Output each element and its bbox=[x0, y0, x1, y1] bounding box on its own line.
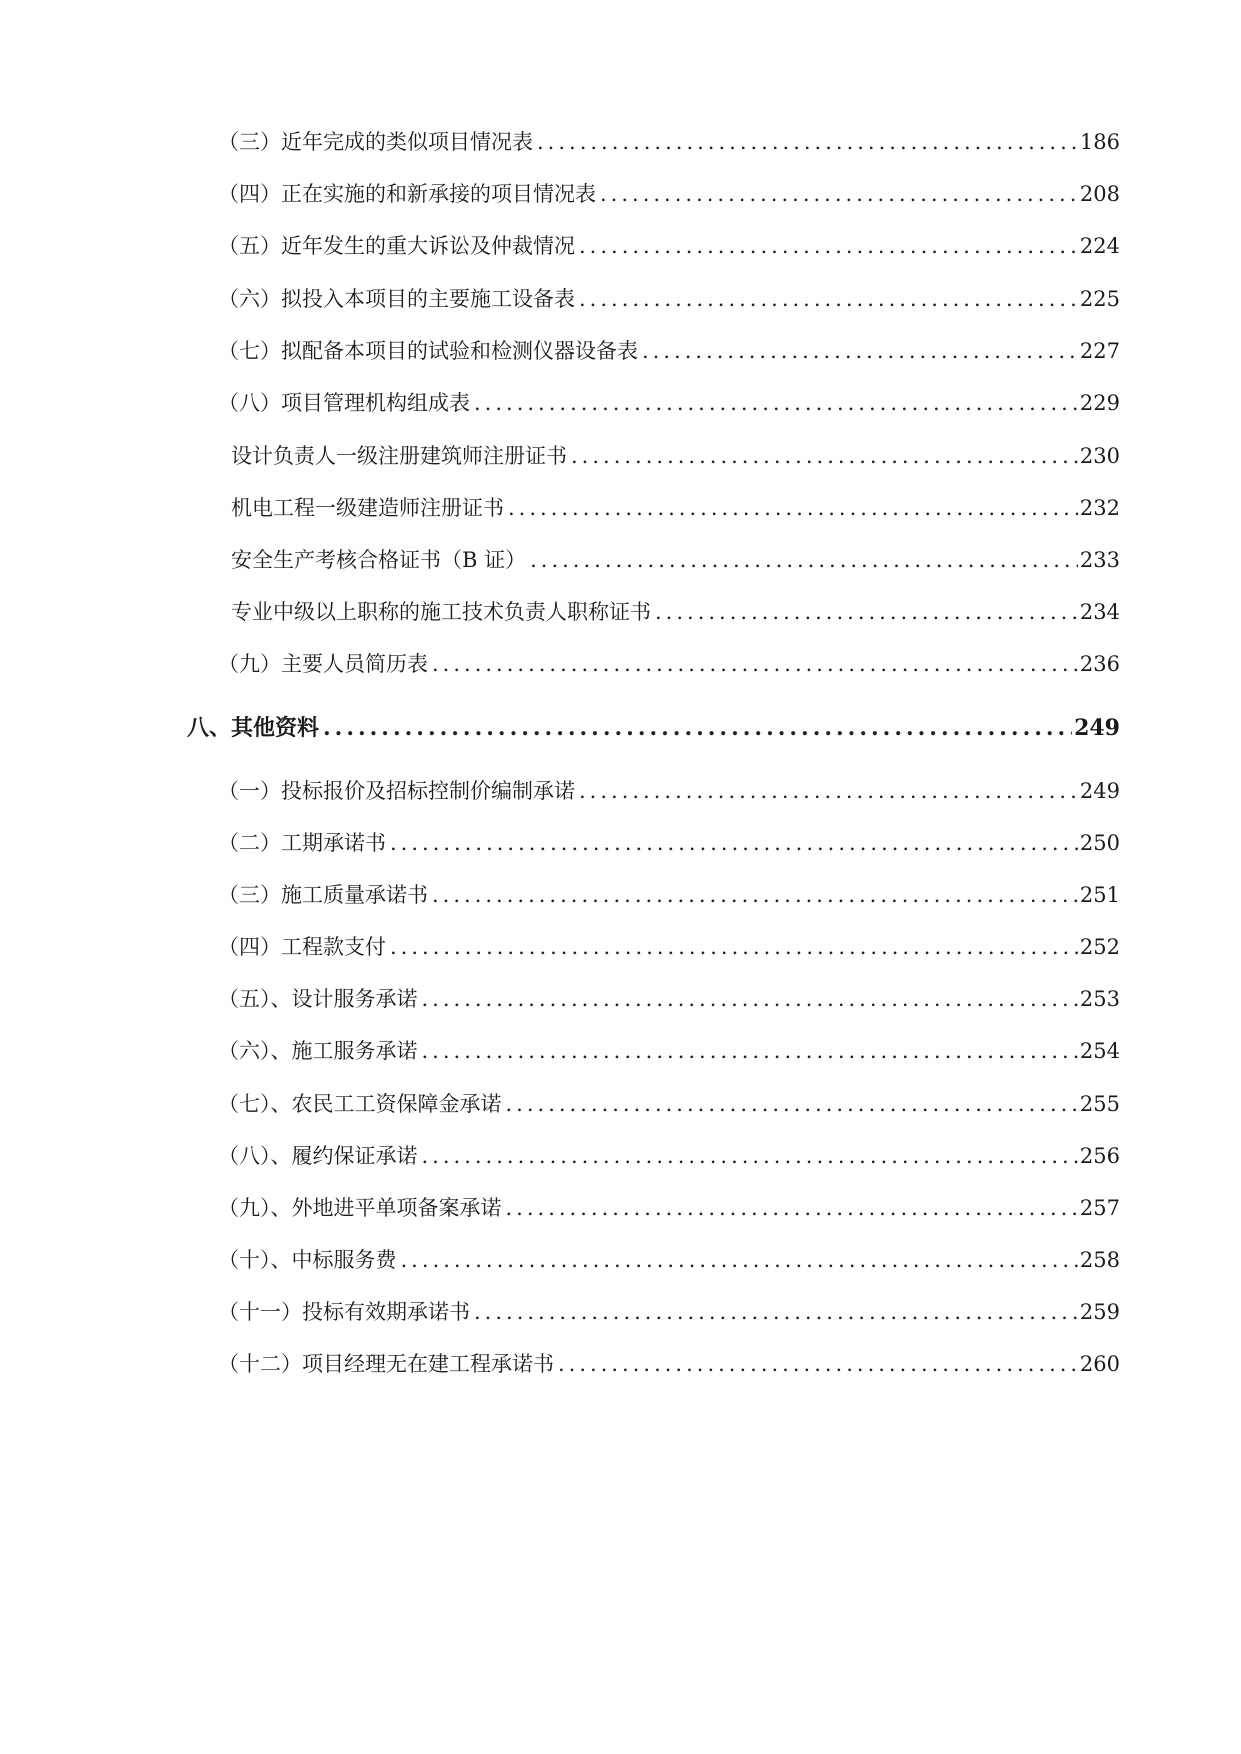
toc-sub-entry[interactable] bbox=[231, 597, 1120, 627]
toc-entry[interactable] bbox=[218, 284, 1120, 314]
toc-entry-label: （十二）项目经理无在建工程承诺书 bbox=[218, 1352, 554, 1376]
toc-entry-label: （七）、农民工工资保障金承诺 bbox=[218, 1092, 502, 1116]
toc-dot-leader bbox=[600, 179, 1078, 209]
toc-entry-label: 设计负责人一级注册建筑师注册证书 bbox=[231, 444, 567, 468]
toc-entry[interactable] bbox=[218, 1036, 1120, 1066]
toc-page-number: 229 bbox=[1079, 391, 1120, 415]
toc-page-number: 256 bbox=[1079, 1144, 1120, 1168]
toc-page-number: 227 bbox=[1079, 339, 1120, 363]
toc-dot-leader bbox=[401, 1245, 1078, 1275]
toc-dot-leader bbox=[579, 284, 1078, 314]
toc-dot-leader bbox=[506, 1089, 1078, 1119]
toc-page-number: 249 bbox=[1074, 715, 1120, 741]
toc-entry[interactable] bbox=[218, 1245, 1120, 1275]
toc-page-number: 186 bbox=[1079, 130, 1120, 154]
toc-entry[interactable] bbox=[218, 388, 1120, 418]
toc-page-number: 234 bbox=[1079, 600, 1120, 624]
toc-sub-entry[interactable] bbox=[231, 441, 1120, 471]
toc-entry-label: （七）拟配备本项目的试验和检测仪器设备表 bbox=[218, 339, 638, 363]
toc-dot-leader bbox=[558, 1349, 1078, 1379]
toc-entry[interactable] bbox=[218, 1141, 1120, 1171]
toc-entry-label: （五）、设计服务承诺 bbox=[218, 987, 418, 1011]
toc-page-number: 208 bbox=[1079, 182, 1120, 206]
toc-entry-label: （十一）投标有效期承诺书 bbox=[218, 1300, 470, 1324]
toc-entry[interactable] bbox=[218, 984, 1120, 1014]
toc-sub-entry[interactable] bbox=[231, 493, 1120, 523]
toc-page-number: 255 bbox=[1079, 1092, 1120, 1116]
toc-entry-label: （五）近年发生的重大诉讼及仲裁情况 bbox=[218, 234, 575, 258]
toc-entry[interactable] bbox=[218, 880, 1120, 910]
toc-dot-leader bbox=[655, 597, 1078, 627]
toc-page-number: 253 bbox=[1079, 987, 1120, 1011]
toc-dot-leader bbox=[571, 441, 1078, 471]
toc-entry-label: （二）工期承诺书 bbox=[218, 831, 386, 855]
toc-page-number: 250 bbox=[1079, 831, 1120, 855]
toc-entry[interactable] bbox=[218, 231, 1120, 261]
toc-entry-label: （四）正在实施的和新承接的项目情况表 bbox=[218, 182, 596, 206]
toc-entry-label: （三）近年完成的类似项目情况表 bbox=[218, 130, 533, 154]
toc-entry[interactable] bbox=[218, 1193, 1120, 1223]
toc-entry-label: （九）、外地进平单项备案承诺 bbox=[218, 1196, 502, 1220]
toc-dot-leader bbox=[474, 388, 1078, 418]
toc-dot-leader bbox=[642, 336, 1078, 366]
toc-entry[interactable] bbox=[218, 776, 1120, 806]
toc-page-number: 236 bbox=[1079, 652, 1120, 676]
toc-dot-leader bbox=[390, 932, 1078, 962]
toc-page-number: 252 bbox=[1079, 935, 1120, 959]
toc-entry-label: 安全生产考核合格证书（B 证） bbox=[231, 548, 527, 572]
toc-entry-label: （六）拟投入本项目的主要施工设备表 bbox=[218, 287, 575, 311]
toc-entry-label: （三）施工质量承诺书 bbox=[218, 883, 428, 907]
toc-entry-label: 专业中级以上职称的施工技术负责人职称证书 bbox=[231, 600, 651, 624]
toc-entry-label: （六）、施工服务承诺 bbox=[218, 1039, 418, 1063]
toc-dot-leader bbox=[474, 1297, 1078, 1327]
toc-entry-label: （十）、中标服务费 bbox=[218, 1248, 397, 1272]
toc-dot-leader bbox=[537, 127, 1078, 157]
toc-page-number: 233 bbox=[1079, 548, 1120, 572]
toc-entry[interactable] bbox=[218, 649, 1120, 679]
toc-entry[interactable] bbox=[218, 932, 1120, 962]
toc-page-number: 249 bbox=[1079, 779, 1120, 803]
toc-dot-leader bbox=[432, 880, 1078, 910]
toc-dot-leader bbox=[422, 1141, 1078, 1171]
toc-entry[interactable] bbox=[218, 179, 1120, 209]
toc-page-number: 257 bbox=[1079, 1196, 1120, 1220]
toc-dot-leader bbox=[579, 231, 1078, 261]
toc-dot-leader bbox=[530, 545, 1078, 575]
toc-dot-leader bbox=[579, 776, 1078, 806]
toc-entry-label: 机电工程一级建造师注册证书 bbox=[231, 496, 504, 520]
toc-entry-label: （九）主要人员简历表 bbox=[218, 652, 428, 676]
toc-page-number: 251 bbox=[1079, 883, 1120, 907]
toc-dot-leader bbox=[422, 984, 1078, 1014]
toc-chapter-label: 八、其他资料 bbox=[187, 715, 320, 741]
toc-page-number: 258 bbox=[1079, 1248, 1120, 1272]
toc-entry[interactable] bbox=[218, 336, 1120, 366]
toc-entry[interactable] bbox=[218, 828, 1120, 858]
toc-entry-label: （八）、履约保证承诺 bbox=[218, 1144, 418, 1168]
toc-dot-leader bbox=[508, 493, 1078, 523]
toc-dot-leader bbox=[432, 649, 1078, 679]
toc-page-number: 259 bbox=[1079, 1300, 1120, 1324]
toc-sub-entry[interactable] bbox=[231, 545, 1120, 575]
toc-entry[interactable] bbox=[218, 1297, 1120, 1327]
toc-entry[interactable] bbox=[218, 1349, 1120, 1379]
toc-entry[interactable] bbox=[218, 1089, 1120, 1119]
toc-page-number: 254 bbox=[1079, 1039, 1120, 1063]
toc-entry[interactable] bbox=[218, 127, 1120, 157]
toc-page-number: 260 bbox=[1079, 1352, 1120, 1376]
toc-dot-leader bbox=[422, 1036, 1078, 1066]
toc-dot-leader bbox=[323, 712, 1072, 744]
toc-page-number: 225 bbox=[1079, 287, 1120, 311]
toc-dot-leader bbox=[506, 1193, 1078, 1223]
toc-page-number: 230 bbox=[1079, 444, 1120, 468]
toc-chapter-entry[interactable] bbox=[187, 712, 1120, 744]
toc-entry-label: （四）工程款支付 bbox=[218, 935, 386, 959]
toc-entry-label: （八）项目管理机构组成表 bbox=[218, 391, 470, 415]
toc-page-number: 224 bbox=[1079, 234, 1120, 258]
toc-dot-leader bbox=[390, 828, 1078, 858]
toc-entry-label: （一）投标报价及招标控制价编制承诺 bbox=[218, 779, 575, 803]
toc-page-number: 232 bbox=[1079, 496, 1120, 520]
